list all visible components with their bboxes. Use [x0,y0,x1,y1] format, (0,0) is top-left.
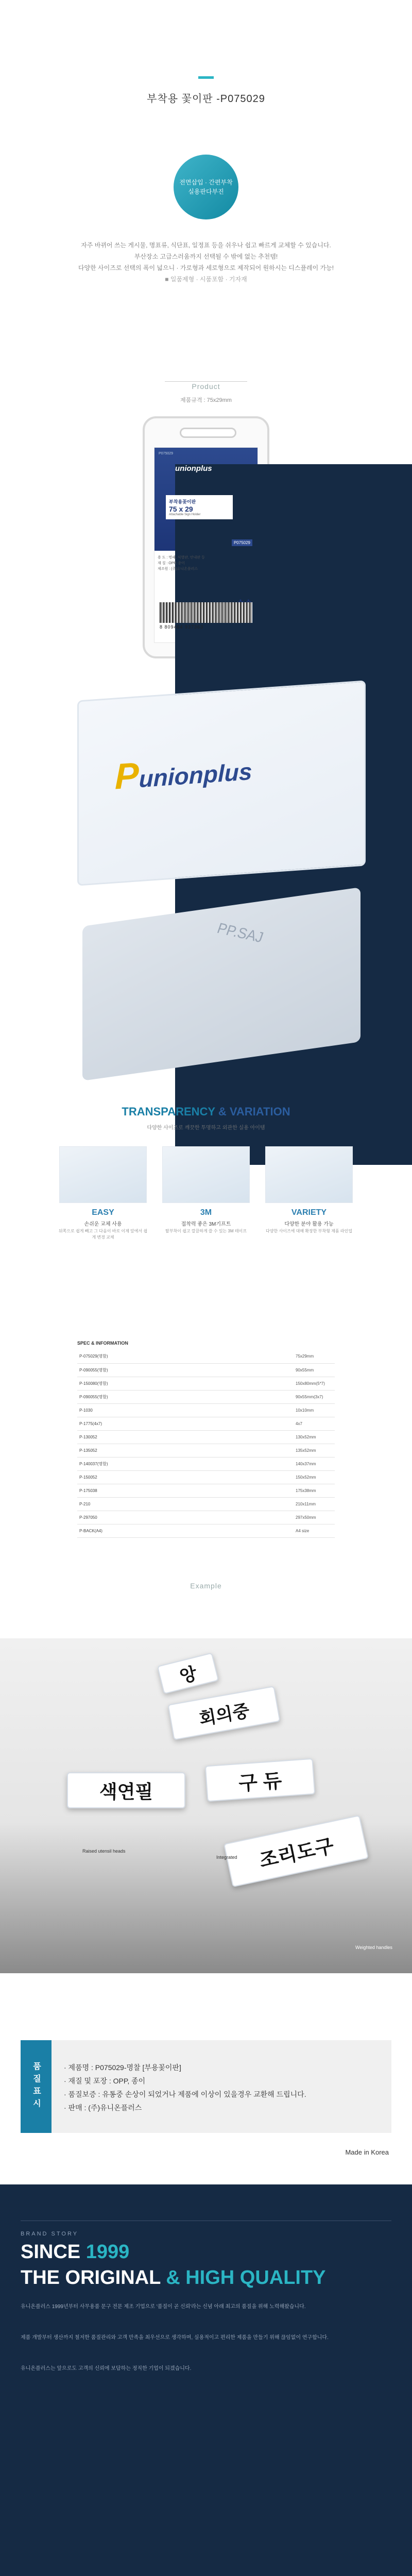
barcode [160,602,252,623]
made-in: Made in Korea [345,2148,389,2156]
spec-row [77,1524,335,1537]
feature-desc: 손쉬운 교체 사용 [84,1222,122,1227]
spec-model: P-135052 [77,1444,294,1457]
package-label-name: 부착용꽂이판 [169,499,196,504]
spec-row [77,1363,335,1377]
example-plate: 조리도구 [224,1815,369,1887]
holder-front-image [77,680,366,886]
spec-model: P-150080(명함) [77,1377,294,1390]
package-label [166,495,233,519]
example-caption: Raised utensil heads [82,1849,126,1854]
spec-size: 210x11mm [294,1497,335,1511]
spec-row [77,1403,335,1417]
spec-size: 10x10mm [294,1403,335,1417]
intro-line: 다양한 사이즈로 선택의 폭이 넓으니 · 가로형과 세로형으로 제작되어 원하시는 디스플레이 가능! [78,264,334,272]
spec-row [77,1390,335,1403]
spec-model: P-090055(명함) [77,1390,294,1403]
quality-line: · 품질보증 : 유통중 손상이 되었거나 제품에 이상이 있을경우 교환해 드립니다. [64,2090,306,2098]
hang-hole [180,428,236,438]
spec-size: 140x37mm [294,1457,335,1470]
brand-since: SINCE 1999 [21,2241,130,2263]
quality-lines [64,2061,306,2114]
brand-paragraph: 유니온플러스는 앞으로도 고객의 신뢰에 보답하는 정직한 기업이 되겠습니다. [21,2366,192,2371]
intro-text [57,240,355,285]
spec-row [77,1430,335,1444]
spec-row [77,1350,335,1363]
spec-size: 130x52mm [294,1430,335,1444]
feature-title: VARIETY [291,1208,327,1217]
circle-line-1: 전면삽입 · 간편부착 [179,179,233,186]
package-code: P075029 [232,539,252,546]
package-code-small: P075029 [159,452,174,455]
brand-original: THE ORIGINAL & HIGH QUALITY [21,2267,326,2289]
spec-row [77,1497,335,1511]
product-package [143,416,269,658]
spec-model: P-297050 [77,1511,294,1524]
package-blue-panel [154,448,258,551]
circle-line-2: 실용판다부진 [188,188,224,195]
spec-row [77,1377,335,1390]
page-title: 부착용 꽃이판 -P075029 [147,93,265,105]
example-plate: 구 듀 [205,1758,315,1802]
spec-size: 90x55mm(3x7) [294,1390,335,1403]
spec-size: 75x29mm [294,1350,335,1363]
transparency-title: TRANSPARENCY & VARIATION [122,1105,290,1118]
example-photo [0,1638,412,1973]
feature-small: 탈부착이 쉽고 깔끔하게 쓸 수 있는 3M 테이프 [165,1229,247,1233]
product-heading: Product [192,382,220,391]
feature-desc: 다양한 분야 활용 가능 [284,1222,334,1227]
spec-size: 297x50mm [294,1511,335,1524]
transparency-subtitle: 다양한 사이즈로 깨끗한 투명하고 외관한 실용 아이템 [147,1125,265,1131]
spec-model: P-090055(명함) [77,1363,294,1377]
quality-line: · 제품명 : P075029-명찰 [부용꽃이판] [64,2063,181,2072]
quality-info-box [21,2040,391,2133]
spec-model: P-1775(4x7) [77,1417,294,1430]
spec-model: P-1030 [77,1403,294,1417]
example-caption: Weighted handles [355,1945,392,1950]
quality-label: 품질표시 [21,2040,52,2133]
package-insert [154,447,258,643]
spec-row [77,1444,335,1457]
divider-line [165,381,247,382]
brand-paragraph: 제품 개발부터 생산까지 철저한 품질관리와 고객 만족을 최우선으로 생각하며, 실용적이고 편리한 제품을 만들기 위해 끊임없이 연구합니다. [21,2335,329,2341]
spec-model: P-150052 [77,1470,294,1484]
package-info: 용 도 : 명패, 식별판, 안내판 등 재 질 : OPP, 종이 제조원 : (주)유니온플러스 [158,556,205,571]
spec-size: 90x55mm [294,1363,335,1377]
intro-line: 부산장소 고급스러움까지 선택될 수 밖에 없는 추천템! [134,253,278,260]
holder-backing-text: PP.SAJ [215,920,266,946]
brand-tag: BRAND STORY [21,2231,79,2237]
spec-model: P-BACK(A4) [77,1524,294,1537]
feature-3m [160,1146,252,1234]
holder-brand-logo: Punionplus [115,755,252,797]
spec-size: 150x52mm [294,1470,335,1484]
package-label-en: Attachable Sign Holder [169,513,201,516]
feature-small: 다양한 사이즈에 대해 확장한 부착형 제품 라인업 [266,1229,352,1233]
feature-title: EASY [92,1208,114,1217]
spec-row [77,1511,335,1524]
spec-model: P-210 [77,1497,294,1511]
quality-line: · 판매 : (주)유니온플러스 [64,2104,142,2112]
spec-size: 175x38mm [294,1484,335,1497]
barcode-number: 8 809464 937363 [160,624,204,630]
spec-model: P-075029(명함) [77,1350,294,1363]
quality-line: · 재질 및 포장 : OPP, 종이 [64,2077,146,2085]
example-heading: Example [190,1582,222,1590]
feature-image [265,1146,353,1203]
spec-row [77,1484,335,1497]
spec-model: P-175038 [77,1484,294,1497]
example-plate: 앙 [157,1653,219,1694]
feature-small: 뒤쪽으로 쉽게 빼고 그 다음이 바로 이제 앞에서 쉽게 변경 교체 [58,1229,148,1240]
feature-image [162,1146,250,1203]
spec-size: 150x80mm(5*7) [294,1377,335,1390]
spec-title: SPEC & INFORMATION [77,1341,128,1346]
brand-paragraph: 유니온플러스 1999년부터 사무용품 문구 전문 제조 기업으로 '품질이 곧 신뢰'라는 신념 아래 최고의 품질을 위해 노력해왔습니다. [21,2304,306,2310]
title-accent-bar [198,76,214,79]
package-brand-logo: unionplus [175,464,412,1165]
feature-image [59,1146,147,1203]
example-caption: Integrated [216,1855,237,1860]
product-subtitle: 제품규격 : 75x29mm [180,397,232,403]
package-label-size: 75 x 29 [169,505,193,513]
spec-size: 4x7 [294,1417,335,1430]
spec-row [77,1470,335,1484]
feature-variety [263,1146,355,1234]
feature-circle [174,155,238,219]
feature-desc: 접착력 좋은 3M기프트 [181,1222,231,1227]
spec-size: A4 size [294,1524,335,1537]
intro-line: 자주 바뀌어 쓰는 게시물, 명표류, 식단표, 일정표 등을 쉬우나 쉽고 빠르게 교체할 수 있습니다. [81,242,331,249]
intro-formats: ■ 일품제형 · 시품포함 · 기자재 [165,276,247,283]
spec-table [77,1350,335,1538]
feature-easy [57,1146,149,1241]
example-plate: 색연필 [67,1772,185,1808]
spec-model: P-140037(명함) [77,1457,294,1470]
feature-title: 3M [200,1208,212,1217]
spec-row [77,1457,335,1470]
spec-row [77,1417,335,1430]
spec-size: 135x52mm [294,1444,335,1457]
spec-model: P-130052 [77,1430,294,1444]
example-plate: 회의중 [168,1686,281,1740]
